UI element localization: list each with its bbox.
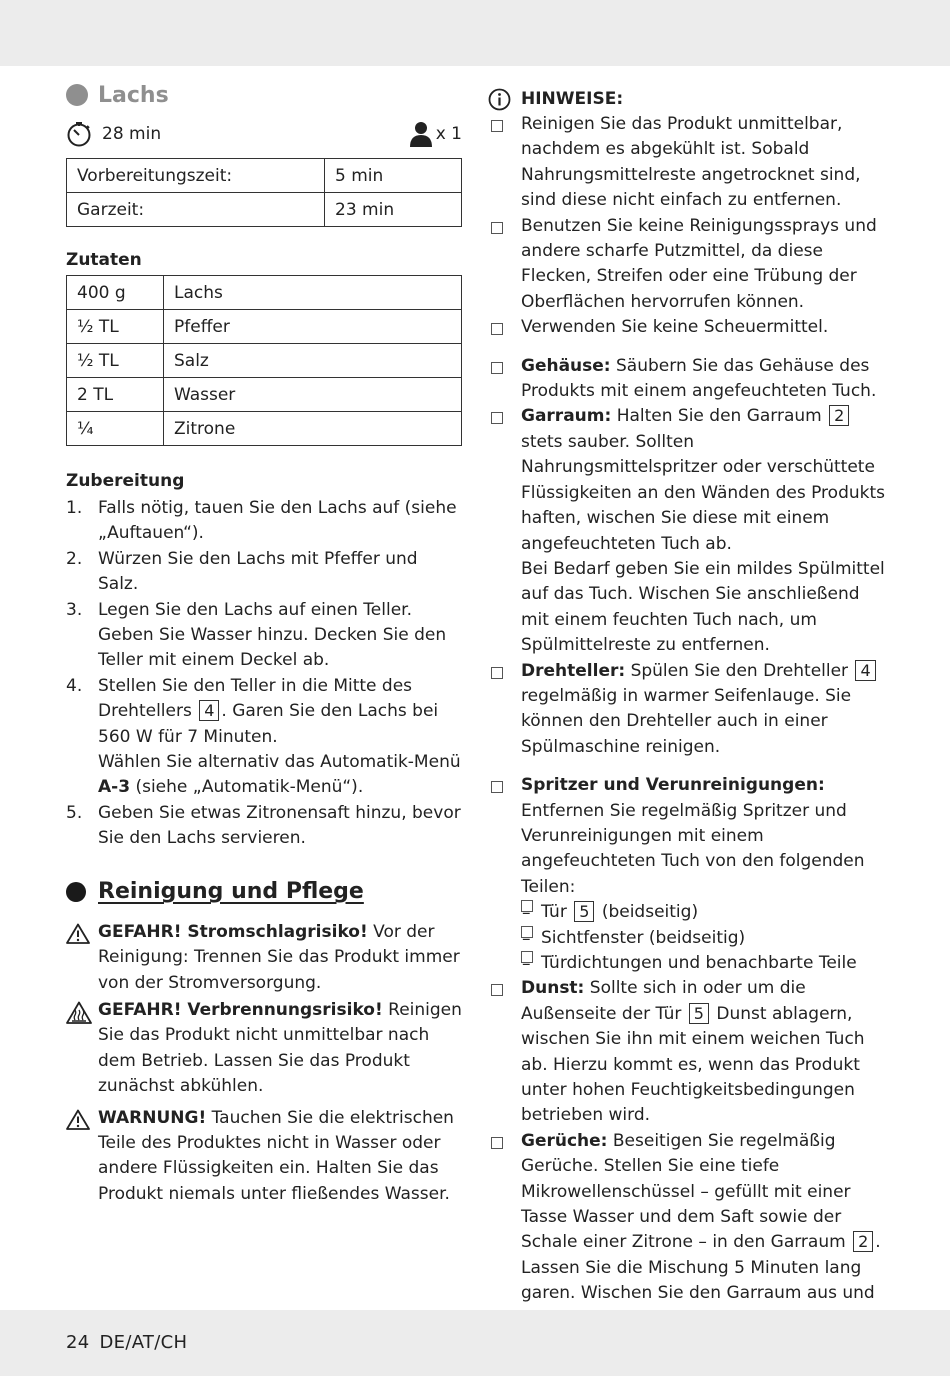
list-item: Garraum: Halten Sie den Garraum 2 stets sauber. Sollten Nahrungsmittelspritzer oder verschüttete Flüssigkeiten an den Wänden des Produkts haften, wischen Sie diese mit einem angefeuchteten Tuch ab. Bei Bedarf geben Sie ein mildes Spülmittel auf das Tuch. Wischen Sie anschließend mit einem feuchten Tuch nach, um Spülmittelreste zu entfernen. bbox=[488, 404, 888, 658]
list-item: 2. Würzen Sie den Lachs mit Pfeffer und Salz. bbox=[66, 548, 418, 595]
part-ref: 4 bbox=[855, 660, 875, 681]
part-ref: 2 bbox=[829, 405, 849, 426]
list-item: Gehäuse: Säubern Sie das Gehäuse des Produkts mit einem angefeuchteten Tuch. bbox=[488, 354, 888, 405]
info-icon bbox=[488, 88, 511, 111]
prep-heading: Zubereitung bbox=[66, 471, 185, 491]
recipe-title: Lachs bbox=[66, 80, 462, 110]
part-ref: 2 bbox=[853, 1231, 873, 1252]
servings: x 1 bbox=[435, 124, 462, 144]
warning-triangle-icon bbox=[66, 1109, 90, 1130]
region-label: DE/AT/CH bbox=[99, 1332, 188, 1353]
table-row: 400 g Lachs bbox=[67, 276, 462, 310]
person-icon bbox=[410, 121, 432, 147]
part-ref: 4 bbox=[199, 700, 219, 721]
notes-heading: HINWEISE: bbox=[488, 86, 888, 112]
page-number: 24 bbox=[66, 1332, 90, 1353]
notes-list bbox=[488, 112, 888, 341]
warning-burn: GEFAHR! Verbrennungsrisiko! Reinigen Sie das Produkt nicht unmittelbar nach dem Betrieb. Lassen Sie das Produkt zunächst abkühlen. bbox=[66, 998, 462, 1100]
warning-triangle-icon bbox=[66, 923, 90, 944]
list-item: – Tür 5 (beidseitig) bbox=[521, 900, 888, 925]
header-band bbox=[0, 0, 950, 66]
list-item: 5. Geben Sie etwas Zitronensaft hinzu, bevor Sie den Lachs servieren. bbox=[66, 802, 461, 849]
right-column bbox=[488, 86, 888, 1358]
table-row: 2 TL Wasser bbox=[67, 378, 462, 412]
table-row: ¼ Zitrone bbox=[67, 412, 462, 446]
list-item: Reinigen Sie das Produkt unmittelbar, nachdem es abgekühlt ist. Sobald Nahrungsmittelreste angetrocknet sind, sind diese nicht einfach zu entfernen. bbox=[488, 112, 888, 214]
list-item: – Sichtfenster (beidseitig) bbox=[521, 926, 888, 951]
list-item: Drehteller: Spülen Sie den Drehteller 4 regelmäßig in warmer Seifenlauge. Sie können den Drehteller auch in einer Spülmaschine reinigen. bbox=[488, 659, 888, 761]
list-item: Benutzen Sie keine Reinigungssprays und andere scharfe Putzmittel, da diese Flecken, Streifen oder eine Trübung der Oberflächen hervorrufen können. bbox=[488, 214, 888, 316]
ingredients-heading: Zutaten bbox=[66, 250, 142, 270]
prep-steps bbox=[66, 496, 462, 852]
list-item: Spritzer und Verunreinigungen: Entfernen Sie regelmäßig Spritzer und Verunreinigungen mit einem angefeuchteten Tuch von den folgenden Teilen: – Tür 5 (beidseitig) – Sichtfenster (beidseitig) – Türdichtungen und benachbarte Teile bbox=[488, 773, 888, 976]
list-item: 4. Stellen Sie den Teller in die Mitte des Drehtellers 4 . Garen Sie den Lachs bei 560 W für 7 Minuten. Wählen Sie alternativ das Automatik-Menü A-3 (siehe „Automatik-Menü“). bbox=[66, 675, 461, 798]
sub-list bbox=[521, 900, 888, 976]
parts-list bbox=[488, 354, 888, 761]
hot-surface-icon bbox=[66, 1001, 92, 1024]
warning-water: WARNUNG! Tauchen Sie die elektrischen Teile des Produktes nicht in Wasser oder andere Flüssigkeiten ein. Halten Sie das Produkt niemals unter fließendes Wasser. bbox=[66, 1106, 462, 1208]
part-ref: 5 bbox=[574, 901, 594, 922]
warning-shock: GEFAHR! Stromschlagrisiko! Vor der Reinigung: Trennen Sie das Produkt immer von der Stromversorgung. bbox=[66, 920, 462, 996]
list-item: – Türdichtungen und benachbarte Teile bbox=[521, 951, 888, 976]
parts-list-2 bbox=[488, 773, 888, 1357]
bullet-dot-icon bbox=[66, 84, 88, 106]
cooking-time: 28 min bbox=[102, 124, 162, 144]
times-table bbox=[66, 158, 462, 227]
recipe-meta bbox=[66, 120, 462, 148]
left-column bbox=[66, 80, 462, 1207]
table-row: Garzeit: 23 min bbox=[67, 193, 462, 227]
list-item: Gerüche: Beseitigen Sie regelmäßig Gerüche. Stellen Sie eine tiefe Mikrowellenschüssel – gefüllt mit einer Tasse Wasser und dem Saft sowie der Schale einer Zitrone – in den Garraum 2 . Lassen Sie die Mischung 5 Minuten lang garen. Wischen Sie den Garraum aus und bbox=[488, 1129, 888, 1358]
list-item: Verwenden Sie keine Scheuermittel. bbox=[488, 315, 888, 340]
ingredients-table bbox=[66, 275, 462, 446]
list-item: 3. Legen Sie den Lachs auf einen Teller. Geben Sie Wasser hinzu. Decken Sie den Teller mit einem Deckel ab. bbox=[66, 599, 447, 671]
bullet-dot-icon bbox=[66, 882, 86, 902]
table-row: ½ TL Pfeffer bbox=[67, 310, 462, 344]
table-row: ½ TL Salz bbox=[67, 344, 462, 378]
section-title: Reinigung und Pflege bbox=[66, 874, 462, 910]
stopwatch-icon bbox=[66, 121, 92, 147]
footer bbox=[66, 1332, 197, 1353]
list-item: 1. Falls nötig, tauen Sie den Lachs auf (siehe „Auftauen“). bbox=[66, 498, 457, 544]
list-item: Dunst: Sollte sich in oder um die Außenseite der Tür 5 Dunst ablagern, wischen Sie ihn mit einem weichen Tuch ab. Hierzu kommt es, wenn das Produkt unter hohen Feuchtigkeitsbedingungen betrieben wird. bbox=[488, 976, 888, 1128]
part-ref: 5 bbox=[689, 1003, 709, 1024]
table-row: Vorbereitungszeit: 5 min bbox=[67, 159, 462, 193]
